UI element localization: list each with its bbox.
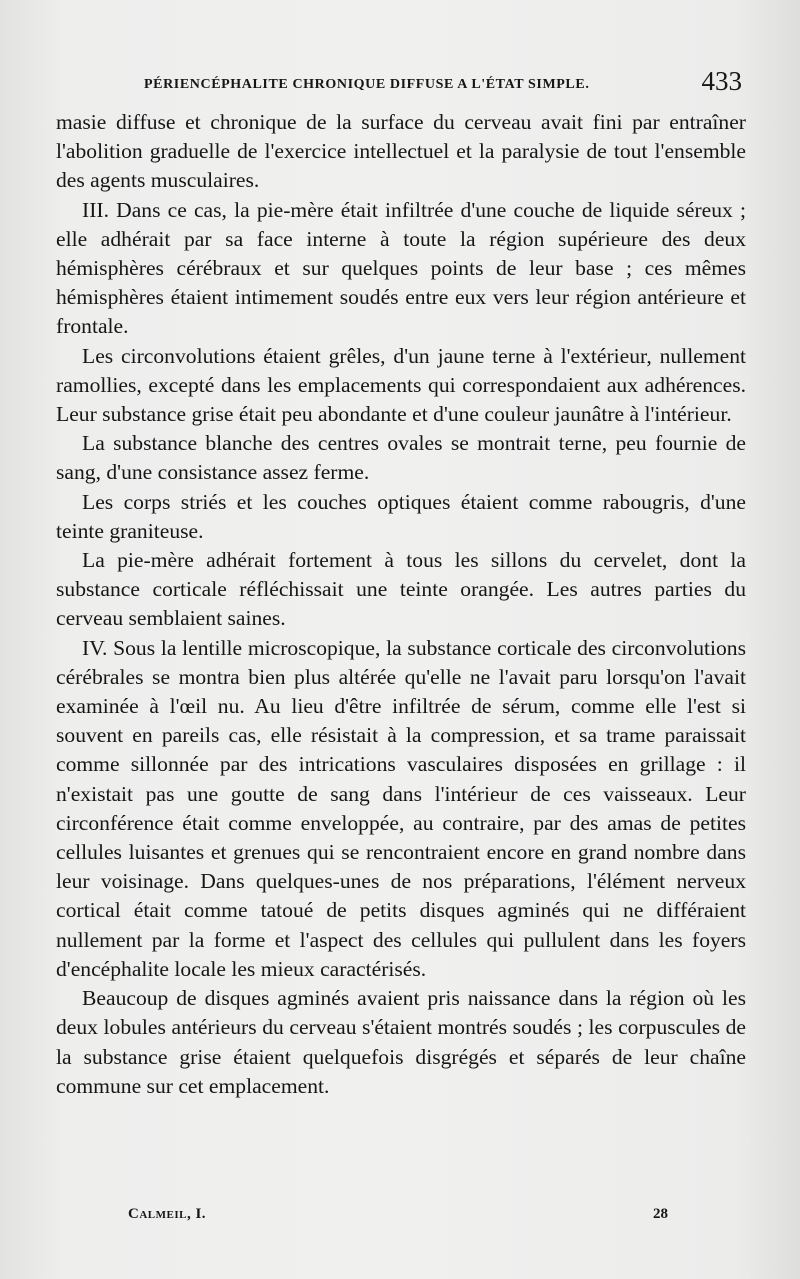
paragraph-continued: masie diffuse et chronique de la surface du cerveau avait fini par entraîner l'abolition graduelle de l'exercice intellectuel et la paralysie de tout l'ensemble des agents musculaires. xyxy=(56,110,746,193)
running-head xyxy=(58,66,746,106)
page-footer xyxy=(128,1206,668,1230)
paragraph-section-iii: III. Dans ce cas, la pie-mère était infiltrée d'une couche de liquide séreux ; elle adhérait par sa face interne à toute la région supérieure des deux hémisphères cérébraux et sur quelques points de leur base ; ces mêmes hémisphères étaient intimement soudés entre eux vers leur région antérieure et frontale. xyxy=(56,197,746,339)
paragraph-cervelet: La pie-mère adhérait fortement à tous les sillons du cervelet, dont la substance corticale réfléchissait une teinte orangée. Les autres parties du cerveau semblaient saines. xyxy=(56,548,746,631)
running-title: PÉRIENCÉPHALITE CHRONIQUE DIFFUSE A L'ÉTAT SIMPLE. xyxy=(144,77,590,92)
signature-mark: 28 xyxy=(653,1206,668,1222)
page-number: 433 xyxy=(701,66,742,96)
paragraph-disques-agmines: Beaucoup de disques agminés avaient pris naissance dans la région où les deux lobules antérieurs du cerveau s'étaient montrés soudés ; les corpuscules de la substance grise étaient quelquefois disgrégés et séparés de leur chaîne commune sur cet emplacement. xyxy=(56,986,746,1098)
signature-line: Calmeil, I. xyxy=(128,1206,207,1222)
paragraph-corps-stries: Les corps striés et les couches optiques étaient comme rabougris, d'une teinte graniteuse. xyxy=(56,489,746,543)
paragraph-substance-blanche: La substance blanche des centres ovales se montrait terne, peu fournie de sang, d'une consistance assez ferme. xyxy=(56,431,746,485)
paragraph-circonvolutions: Les circonvolutions étaient grêles, d'un jaune terne à l'extérieur, nullement ramollies, excepté dans les emplacements qui correspondaient aux adhérences. Leur substance grise était peu abondante et d'une couleur jaunâtre à l'intérieur. xyxy=(56,343,746,427)
paragraph-section-iv: IV. Sous la lentille microscopique, la substance corticale des circonvolutions cérébrales se montra bien plus altérée qu'elle ne l'avait paru lorsqu'on l'avait examinée à l'œil nu. Au lieu d'être infiltrée de sérum, comme elle l'est si souvent en pareils cas, elle résistait à la compression, et sa trame paraissait comme sillonnée par des intrications vasculaires disposées en grillage : il n'existait pas une goutte de sang dans l'intérieur de ces vaisseaux. Leur circonférence était comme enveloppée, au contraire, par des amas de petites cellules luisantes et grenues qui se rencontraient encore en grand nombre dans leur voisinage. Dans quelques-unes de nos préparations, l'élément nerveux cortical était comme tatoué de petits disques agminés qui ne différaient nullement par la forme et l'aspect des cellules qui pullulent dans les foyers d'encéphalite locale les mieux caractérisés. xyxy=(56,635,746,981)
body-text xyxy=(56,108,746,1101)
